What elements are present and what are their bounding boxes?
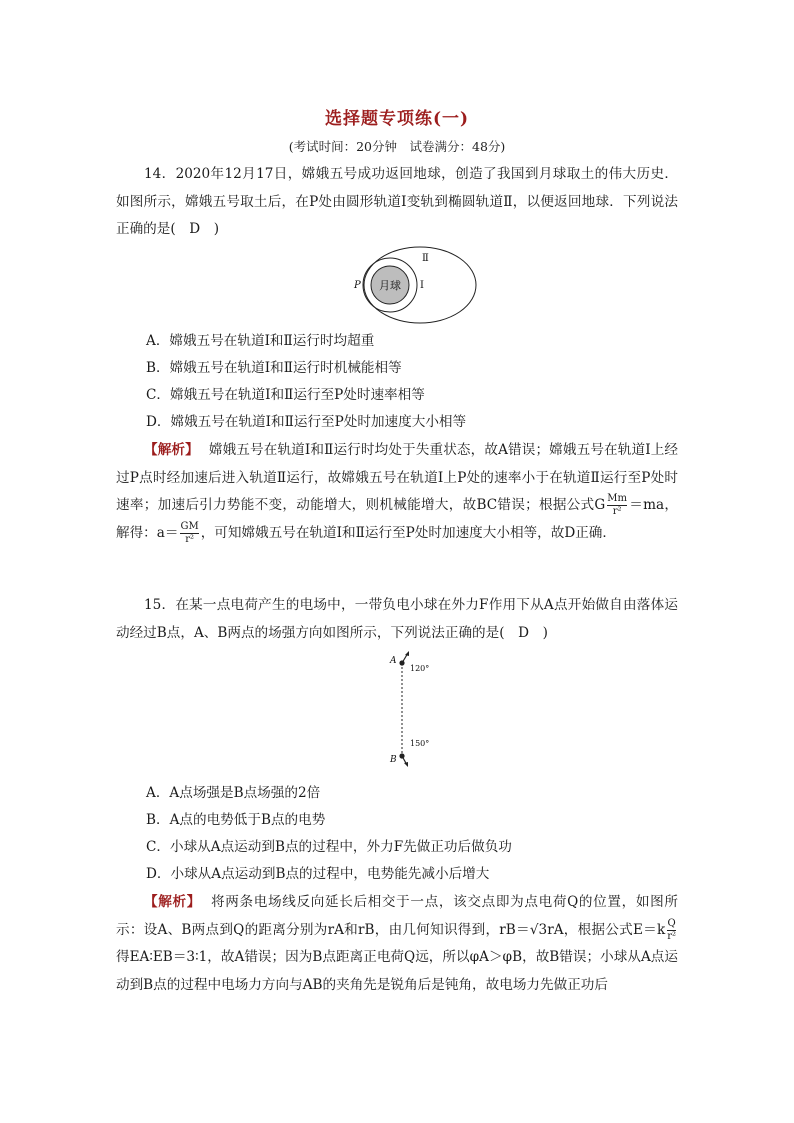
arrow-head-b-icon [404,762,408,767]
formula-mm-over-r2: $\frac{Mm}{\text{r²}}$ [607,493,628,517]
q14-option-c: C．嫦娥五号在轨道Ⅰ和Ⅱ运行至P处时速率相等 [146,387,425,403]
question-15-stem: 15．在某一点电荷产生的电场中，一带负电小球在外力F作用下从A点开始做自由落体运动经过B点，A、B两点的场强方向如图所示，下列说法正确的是( D ) [116,597,678,641]
page-title: 选择题专项练(一) [324,109,470,129]
exam-info: (考试时间：20分钟 试卷满分：48分) [288,139,506,154]
moon-label: 月球 [379,279,401,292]
formula-gm-over-r2: $\frac{GM}{\text{r²}}$ [180,520,199,545]
analysis-tag: 【解析】 [144,442,199,458]
angle-b-label: 150° [410,739,430,748]
formula-q-over-r2: $\frac{Q}{\text{r²}}$ [667,917,676,942]
angle-a-label: 120° [410,664,430,673]
orbit-2-label: Ⅱ [422,253,429,264]
orbit-diagram [340,245,480,329]
point-a-label: A [390,656,397,666]
arrow-head-a-icon [405,651,409,656]
point-p-label: P [354,280,361,291]
q15-option-a: A．A点场强是B点场强的2倍 [146,785,321,801]
q15-option-c: C．小球从A点运动到B点的过程中，外力F先做正功后做负功 [146,839,512,855]
orbit-1-label: Ⅰ [420,280,424,291]
q14-option-a: A．嫦娥五号在轨道Ⅰ和Ⅱ运行时均超重 [146,333,375,349]
q15-analysis: 【解析】 将两条电场线反向延长后相交于一点，该交点即为点电荷Q的位置，如图所示：设A、B两点到Q的距离分别为rA和rB，由几何知识得到，rB＝√3rA，根据公式E＝k $\frac{Q}{\text{r²}}$ 得EA∶EB＝3∶1，故A错误；因为B点距离正电荷Q远，所以φA＞φB，故B错误；小球从A点运动到B点的过程中电场力方向与AB的夹角先是锐角后是钝角，故电场力先做正功后 [116,894,678,993]
point-b-label: B [390,755,397,765]
q15-option-b: B．A点的电势低于B点的电势 [146,812,326,828]
q14-option-d: D．嫦娥五号在轨道Ⅰ和Ⅱ运行至P处时加速度大小相等 [146,414,467,430]
analysis-tag: 【解析】 [144,894,201,910]
q14-option-b: B．嫦娥五号在轨道Ⅰ和Ⅱ运行时机械能相等 [146,360,402,376]
field-diagram [380,650,450,768]
question-14-stem: 14．2020年12月17日，嫦娥五号成功返回地球，创造了我国到月球取土的伟大历史．如图所示，嫦娥五号取土后，在P处由圆形轨道Ⅰ变轨到椭圆轨道Ⅱ，以便返回地球．下列说法正确的是( D ) [116,166,678,237]
q14-analysis: 【解析】 嫦娥五号在轨道Ⅰ和Ⅱ运行时均处于失重状态，故A错误；嫦娥五号在轨道Ⅰ上经过P点时经加速后进入轨道Ⅱ运行，故嫦娥五号在轨道Ⅰ上P处的速率小于在轨道Ⅱ运行至P处时速率；加速后引力势能不变，动能增大，则机械能增大，故BC错误；根据公式G $\frac{Mm}{\text{r²}}$ ＝ma，解得：a＝ $\frac{GM}{\text{r²}}$ ，可知嫦娥五号在轨道Ⅰ和Ⅱ运行至P处时加速度大小相等，故D正确． [116,442,679,545]
q15-option-d: D．小球从A点运动到B点的过程中，电势能先减小后增大 [146,866,490,882]
